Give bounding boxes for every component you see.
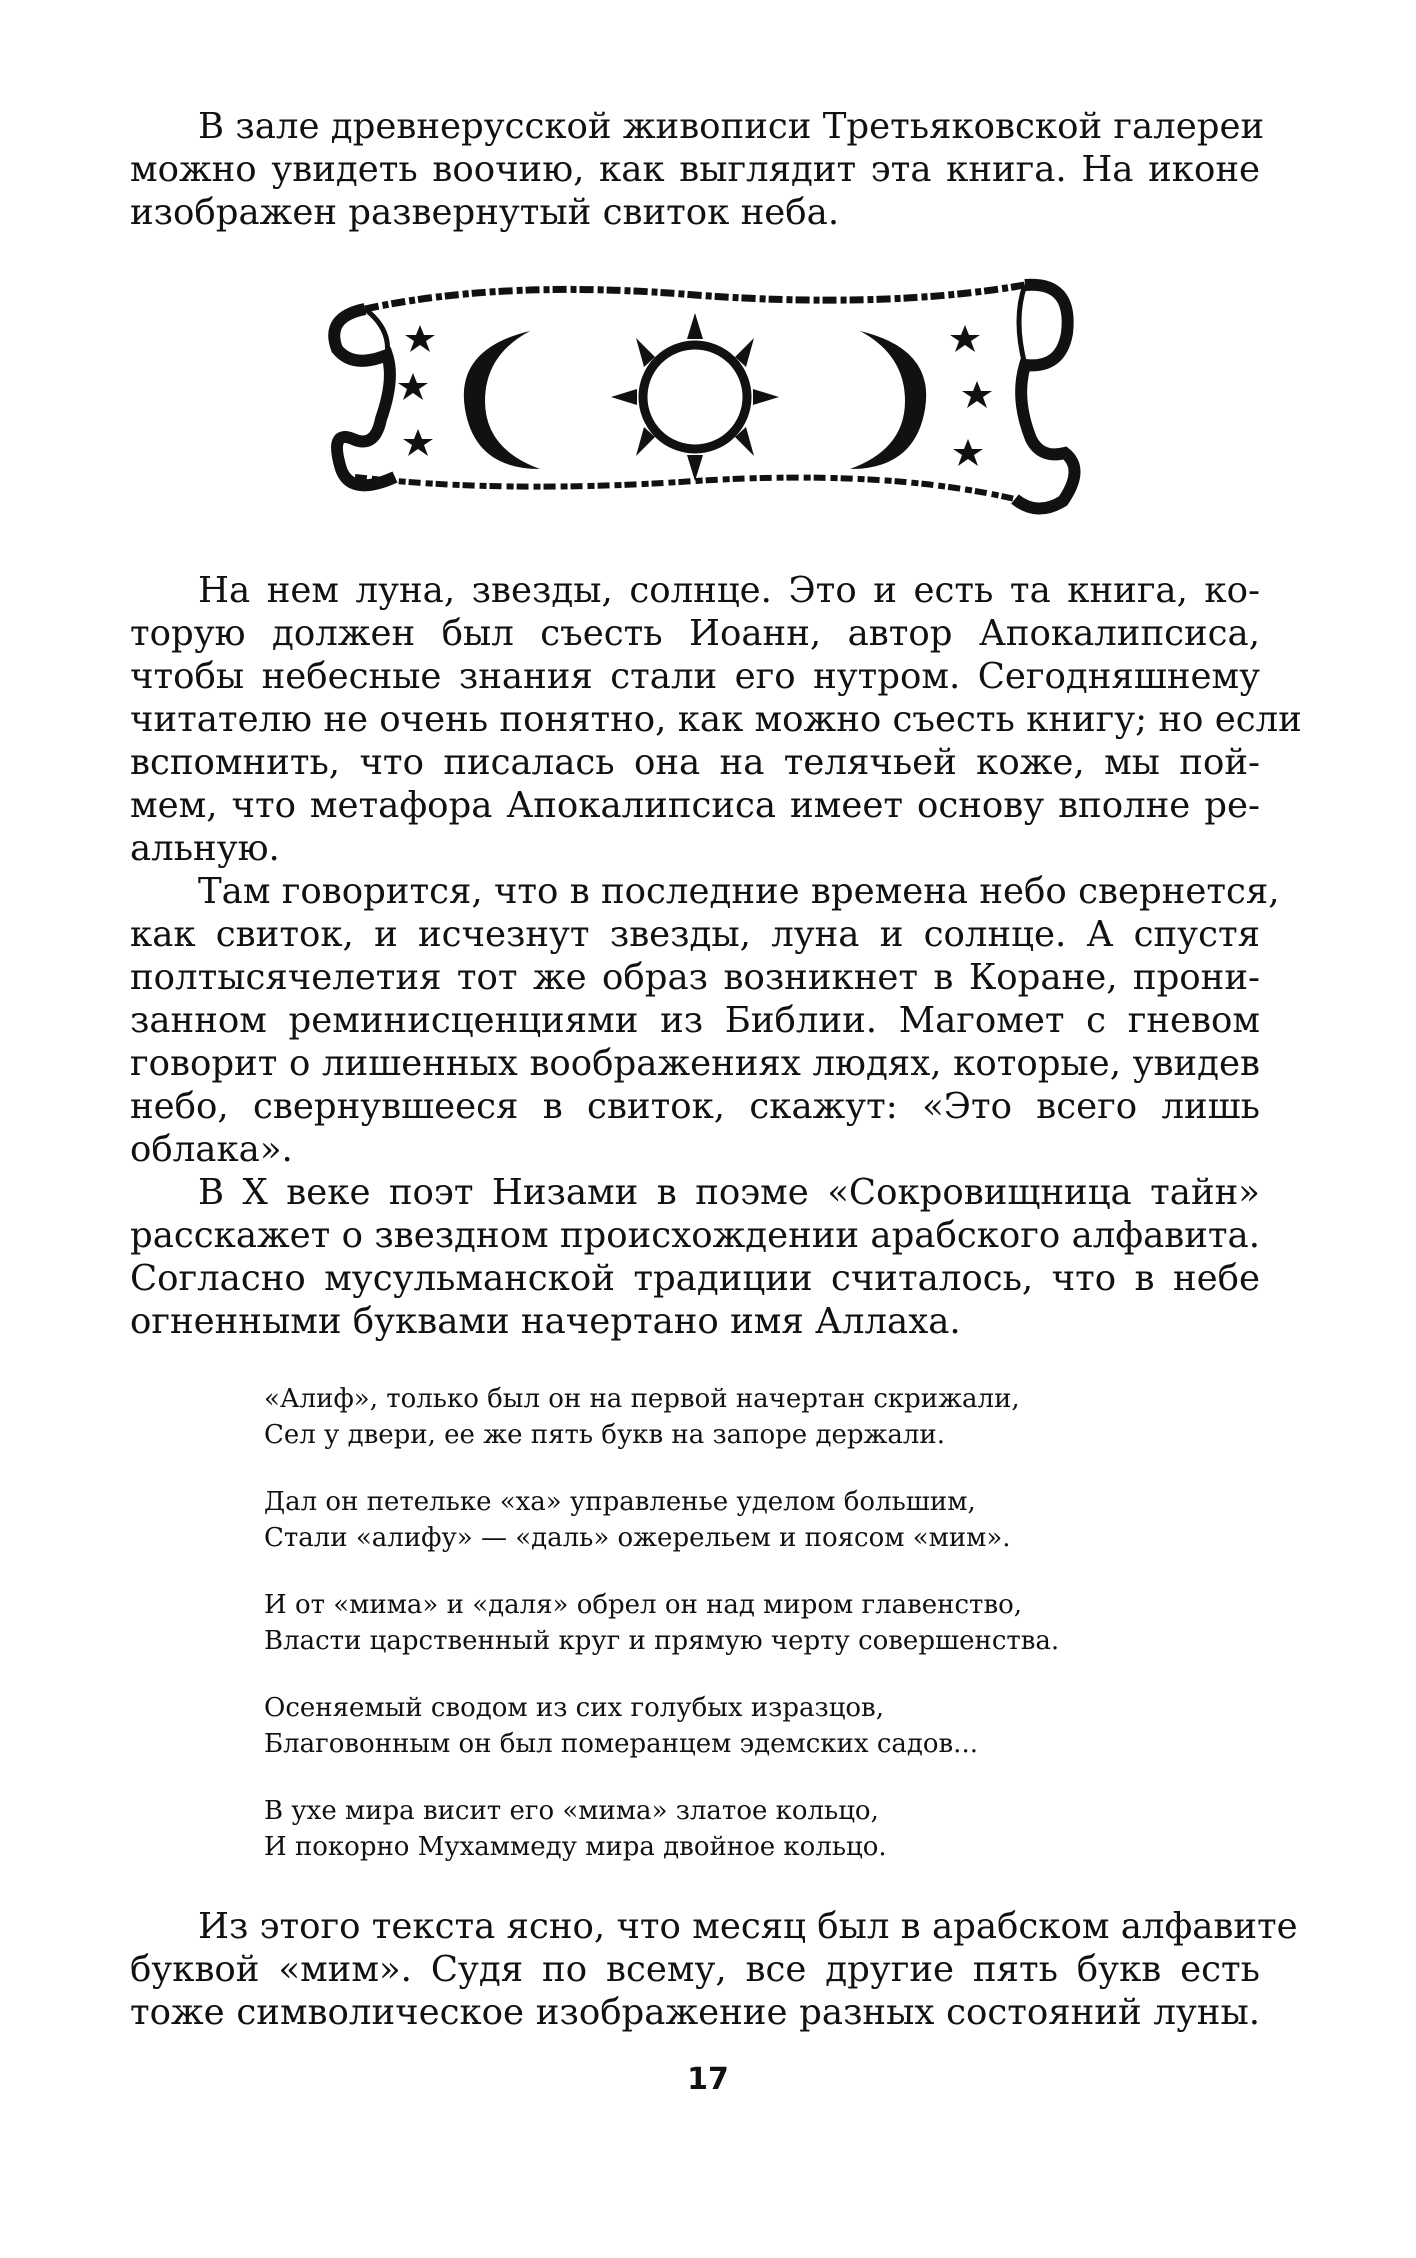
paragraph-intro [130,105,1265,234]
text-line: расскажет о звездном происхождении арабского алфавита. [130,1215,1260,1256]
poem-quote [264,1381,1260,1865]
poem-line: И покорно Мухаммеду мира двойное кольцо. [264,1832,887,1862]
text-line: можно увидеть воочию, как выглядит эта книга. На иконе [130,149,1260,190]
text-line: как свиток, и исчезнут звезды, луна и солнце. А спустя [130,914,1260,955]
text-line: альную. [130,828,280,869]
poem-line: И от «мима» и «даля» обрел он над миром главенство, [264,1590,1022,1620]
text-line: занном реминисценциями из Библии. Магомет с гневом [130,1000,1260,1041]
poem-stanza [264,1793,1260,1865]
text-line: чтобы небесные знания стали его нутром. Сегодняшнему [130,656,1260,697]
poem-line: Дал он петельке «ха» управленье уделом большим, [264,1487,976,1517]
text-line: тоже символическое изображение разных состояний луны. [130,1992,1260,2033]
text-line: В зале древнерусской живописи Третьяковской галереи [198,106,1265,147]
poem-line: Благовонным он был померанцем эдемских садов... [264,1729,978,1759]
paragraph-scroll [130,870,1280,1171]
text-line: облака». [130,1129,293,1170]
text-line: буквой «мим». Судя по всему, все другие пять букв есть [130,1949,1260,1990]
scroll-icon [325,269,1085,519]
text-line: небо, свернувшееся в свиток, скажут: «Это всего лишь [130,1086,1260,1127]
text-line: Из этого текста ясно, что месяц был в арабском алфавите [198,1906,1298,1947]
paragraph-moon [130,569,1302,870]
text-line: Там говорится, что в последние времена небо свернется, [198,871,1280,912]
poem-line: «Алиф», только был он на первой начертан скрижали, [264,1384,1020,1414]
crescent-moon-icon [464,331,540,469]
text-line: На нем луна, звезды, солнце. Это и есть та книга, ко- [198,570,1260,611]
text-line: изображен развернутый свиток неба. [130,192,840,233]
text-line: полтысячелетия тот же образ возникнет в Коране, прони- [130,957,1260,998]
poem-stanza [264,1690,1260,1762]
text-line: огненными буквами начертано имя Аллаха. [130,1301,961,1342]
text-line: мем, что метафора Апокалипсиса имеет основу вполне ре- [130,785,1260,826]
text-line: говорит о лишенных воображениях людях, которые, увидев [130,1043,1260,1084]
poem-line: Власти царственный круг и прямую черту совершенства. [264,1626,1060,1656]
poem-line: Сел у двери, ее же пять букв на запоре держали. [264,1420,946,1450]
text-line: вспомнить, что писалась она на телячьей коже, мы пой- [130,742,1260,783]
page-number: 17 [687,2062,729,2097]
poem-stanza [264,1381,1260,1453]
book-page [130,105,1302,2034]
poem-line: Осеняемый сводом из сих голубых изразцов, [264,1693,884,1723]
sky-scroll-illustration [325,269,1085,519]
star-icon [398,325,435,456]
text-line: В X веке поэт Низами в поэме «Сокровищница тайн» [198,1172,1260,1213]
poem-stanza [264,1587,1260,1659]
poem-line: В ухе мира висит его «мима» златое кольцо, [264,1796,879,1826]
text-line: читателю не очень понятно, как можно съесть книгу; но если [130,699,1302,740]
sun-icon [611,313,779,481]
text-line: Согласно мусульманской традиции считалось, что в небе [130,1258,1260,1299]
poem-stanza [264,1484,1260,1556]
paragraph-conclusion [130,1905,1298,2034]
paragraph-nizami [130,1171,1260,1343]
text-line: торую должен был съесть Иоанн, автор Апокалипсиса, [130,613,1260,654]
poem-line: Стали «алифу» — «даль» ожерельем и поясом «мим». [264,1523,1011,1553]
